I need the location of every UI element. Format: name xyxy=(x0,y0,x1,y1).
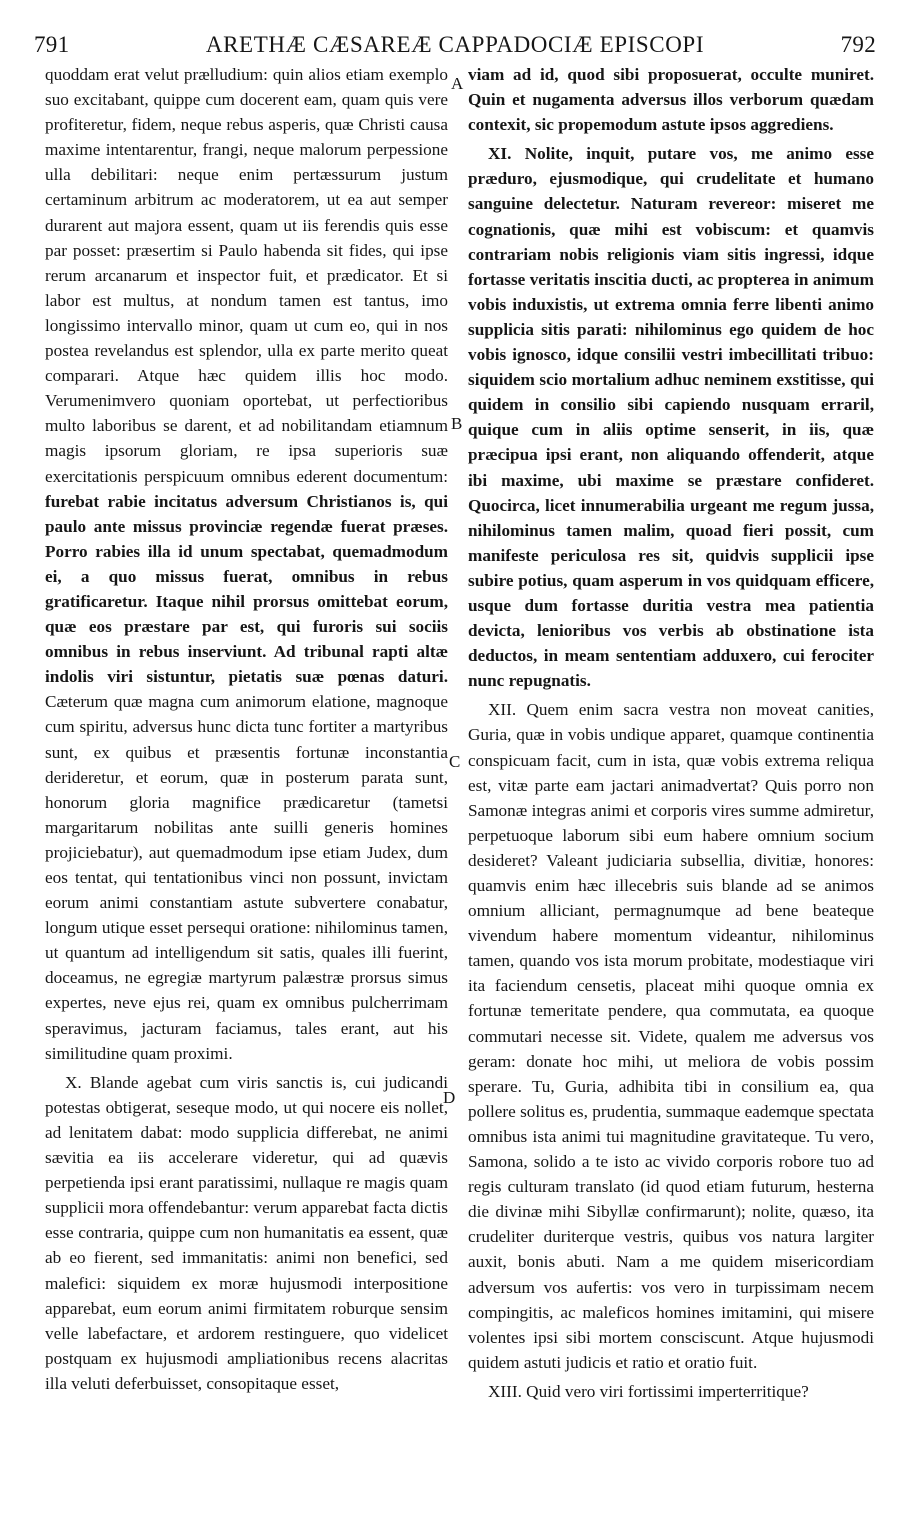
left-column xyxy=(45,62,448,1396)
paragraph-xii: XII. Quem enim sacra vestra non moveat canities, Guria, quæ in vobis undique apparet, quamque continentia conspicuam facit, cum in ista, quæ vobis extrema reliqua est, vitæ parte eam jactari animadvertat? Quis porro non Samonæ integras animi et corporis vires summe admiretur, perpetuoque laborum sibi eum habere omnium socium desideret? Valeant judiciaria subsellia, divitiæ, honores: quamvis enim hæc illecebris suis blande ad se animos omnium alliciant, permagnumque ad bene beateque vivendum habere momentum videantur, nihilominus tamen, quando vos ista morum probitate, modestiaque viri ita faciendum censetis, placeat mihi quoque omnia ex fortunæ temeritate pendere, qua commutata, ea quoque commutari necesse sit. Videte, qualem me adversus vos geram: donate hoc mihi, ut meliora de vobis possim sperare. Tu, Guria, adhibita tibi in consilium ea, qua pollere solitus es, prudentia, summaque eademque spectata omnibus ista animi tui magnitudine gravitateque. Tu vero, Samona, solido a te isto ac vivido corporis robore tuo ad regis culturam translato (id quod etiam futurum, hesterna die divinæ mihi Sibyllæ confirmarunt); nolite, quæso, ita crudeliter duriterque vestris, quibus vos natura largiter auxit, bonis abuti. Nam a me quidem misericordiam adversum vos aufertis: vos vero in turpissimam necem compingitis, ac maleficos homines imitamini, qui misere volentes ipsi sibi mortem consciscunt. Atque hujusmodi quidem astuti judicis et ratio et oratio fuit. xyxy=(468,700,874,1372)
margin-marker-d: D xyxy=(443,1088,456,1107)
paragraph: viam ad id, quod sibi proposuerat, occulte muniret. Quin et nugamenta adversus illos verborum quædam contexit, sic propemodum astute ipsos aggrediens. xyxy=(468,65,874,135)
paragraph xyxy=(45,62,448,1066)
paragraph-x: X. Blande agebat cum viris sanctis is, cui judicandi potestas obtigerat, seseque modo, ut qui nocere eis nollet, ad lenitatem dabat: modo supplicia differebat, ne animi sævitia ea iis accelerare videretur, qui ad quævis perpetienda ipsi erant paratissimi, nullaque re magis quam supplicii mora offendebantur: verum apparebat facta dictis esse contraria, quippe cum non humanitatis ea essent, quæ ab eo fierent, sed immanitatis: animi non benefici, sed malefici: siquidem ex moræ hujusmodi interpositione apparebat, eum eorum animi firmitatem roburque sensim velle labefactare, et ardorem restinguere, quo videlicet postquam ex hujusmodi ampliationibus recens alacritas illa veluti deferbuisset, consopitaque esset, xyxy=(45,1072,448,1393)
paragraph-text: Cæterum quæ magna cum animorum elatione, magnoque cum spiritu, adversus hunc dicta tunc fortiter a martyribus sunt, ex quibus et præsentis fortunæ inconstantia derideretur, et eorum, quæ in posterum parata sunt, honorum gloria magnifice prædicaretur (tametsi margaritarum nobilitas ante suilli generis homines projiciebatur), aut quemadmodum ipse etiam Judex, dum eos tentat, qui tentationibus vinci non possunt, invictam eorum animi constantiam astute subvertere conabatur, longum utique esset persequi oratione: nihilominus tamen, ut quantum ad intelligendum sit satis, quales illi fuerint, doceamus, ne egregiæ martyrum palæstræ prorsus simus expertes, neve ejus rei, quam ex omnibus pulcherrimam speravimus, jacturam faciamus, tales erant, aut his similitudine quam proximi. xyxy=(45,692,448,1063)
margin-marker-a: A xyxy=(451,74,464,93)
paragraph-text: quoddam erat velut prælludium: quin alios etiam exemplo suo excitabant, quippe cum docerent eam, quam quis vere profiteretur, fidem, neque rebus asperis, quæ Christi causa maxime intentarentur, frangi, neque malorum perpessione ulla debilitari: neque enim pertæssurum justum certaminum arbitrum ac moderatorem, ut ea aut semper durarent aut majora essent, quam ut iis ferendis quis esse par posset: præsertim si Paulo habenda sit fides, qui ipse rerum arcanarum et inspector fuit, et prædicator. Et si labor est multus, at nondum tamen est tantus, imo longissimo intervallo minor, quam ut cum eo, qui in nos postea revelandus est splendor, ulla ex parte merito queat comparari. Atque hæc quidem illis hoc modo. Verumenimvero quoniam oportebat, ut perfectioribus multo laboribus se darent, et ad nobilitandam etiamnum magis ipsorum gloriam, re ipsa superioris suæ exercitationis perspicuum omnibus ederent documentum: xyxy=(45,65,448,486)
paragraph-xiii: XIII. Quid vero viri fortissimi imperterritique? xyxy=(488,1381,809,1401)
running-title: ARETHÆ CÆSAREÆ CAPPADOCIÆ EPISCOPI xyxy=(205,32,705,57)
right-column xyxy=(468,62,874,1404)
margin-marker-b: B xyxy=(451,414,463,433)
paragraph-text-bold: furebat rabie incitatus adversum Christianos is, qui paulo ante missus provinciæ regendæ fuerat præses. Porro rabies illa id unum spectabat, quemadmodum ei, a quo missus fuerat, omnibus in rebus gratificaretur. Itaque nihil prorsus omittebat eorum, quæ eos præstare par est, qui furoris sui sociis omnibus in rebus inserviunt. Ad tribunal rapti altæ indolis viri sistuntur, pietatis suæ pœnas daturi. xyxy=(45,491,448,687)
page-number-right: 792 xyxy=(840,32,876,57)
paragraph-xi: XI. Nolite, inquit, putare vos, me animo esse præduro, ejusmodique, qui crudelitate et humano sanguine delectetur. Naturam revereor: miseret me cognationis, quæ mihi est vobiscum: et quamvis contrariam nobis religionis viam sitis ingressi, idque fortasse veritatis inscitia ducti, ac propterea in animum vobis induxistis, ut extrema omnia ferre libenti animo supplicia sitis parati: nihilominus ego quidem de hoc vobis ignosco, idque consilii vestri imbecillitati tribuo: siquidem scio mortalium adhuc neminem exstitisse, qui quidem in consilio sibi capiendo nusquam erraril, quique cum in aliis optime senserit, in iis, quæ præcipua ipsi erant, non aliquando offenderit, atque ibi maxime, ubi maxime se præstare confideret. Quocirca, licet innumerabilia urgeant me regum jussa, nihilominus tamen malim, quoad fieri possit, cum manifeste periculosa res sit, quidvis supplicii ipse subire potius, quam asperum in vos quidquam efficere, usque dum fortasse duritia vestra mea patientia devicta, lenioribus vos verbis ab obstinatione ista deductos, in meam sententiam adduxero, cui ferociter nunc repugnatis. xyxy=(468,144,874,691)
page-number-left: 791 xyxy=(34,32,70,57)
running-header xyxy=(34,32,876,62)
margin-marker-c: C xyxy=(449,752,461,771)
